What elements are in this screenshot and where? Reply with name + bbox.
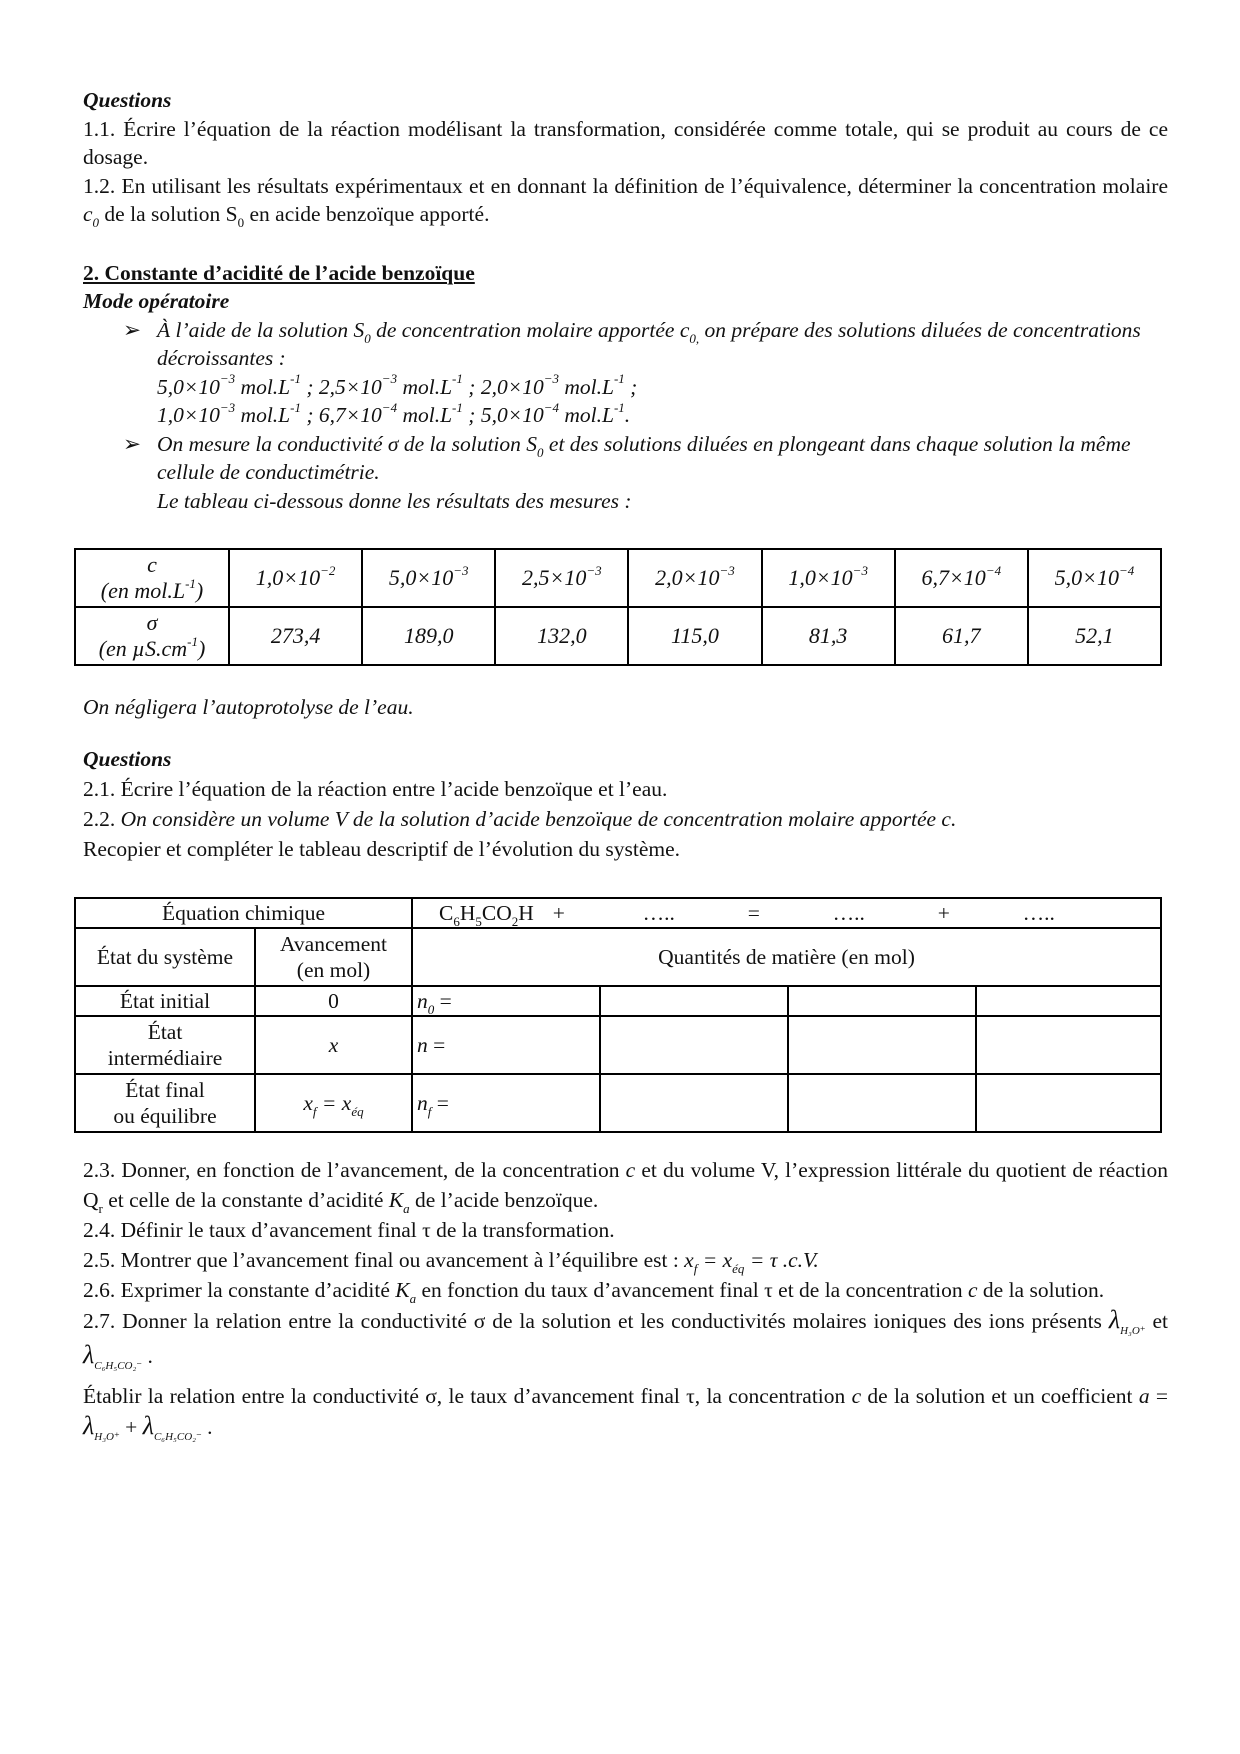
- question-1-2: 1.2. En utilisant les résultats expérimentaux et en donnant la définition de l’équivalence, déterminer la concentration molaire $c_0$ de la solution $S_0$ en acide benzoïque apporté.: [83, 173, 1168, 231]
- question-1-1: 1.1. Écrire l’équation de la réaction modélisant la transformation, considérée comme totale, qui se produit au cours de ce dosage.: [83, 116, 1168, 169]
- state-cell: État initial: [75, 986, 255, 1016]
- measurements-table: [74, 548, 1162, 666]
- arrow-bullet-icon: ➢: [123, 317, 142, 342]
- empty-cell: [600, 986, 788, 1016]
- middle-text-block: [83, 692, 1168, 864]
- conductivity-header: σ (en $\mu S.cm^{-1}$): [75, 607, 229, 665]
- header-row: [75, 928, 1161, 986]
- table-cell: $5,0\times 10^{-4}$: [1028, 549, 1161, 607]
- state-cell: État intermédiaire: [75, 1016, 255, 1074]
- quantity-cell: $n_0$ =: [412, 986, 600, 1016]
- arrow-bullet-icon: ➢: [123, 431, 142, 456]
- question-2-6: 2.6. Exprimer la constante d’acidité $K_a$ en fonction du taux d’avancement final τ et de la concentration c de la solution.: [83, 1278, 1105, 1307]
- table-cell: 273,4: [229, 607, 362, 665]
- equation-row: [75, 898, 1161, 928]
- empty-cell: [788, 1074, 976, 1132]
- table-cell: $2,5\times 10^{-3}$: [495, 549, 628, 607]
- final-state-row: [75, 1074, 1161, 1132]
- advancement-cell: 0: [255, 986, 412, 1016]
- empty-cell: [788, 1016, 976, 1074]
- table-cell: $2,0\times 10^{-3}$: [628, 549, 761, 607]
- evolution-table: [74, 897, 1162, 1133]
- top-text-block: [83, 86, 1168, 515]
- table-cell: $6,7\times 10^{-4}$: [895, 549, 1028, 607]
- table-cell: 189,0: [362, 607, 495, 665]
- quantity-cell: $n_f$ =: [412, 1074, 600, 1132]
- intermediate-state-row: [75, 1016, 1161, 1074]
- table-cell: 132,0: [495, 607, 628, 665]
- conductivity-row: [75, 607, 1161, 665]
- equation-formula: $C_6H_5CO_2H$ + ….. = ….. + …..: [412, 898, 1161, 928]
- concentration-header: c (en $mol.L^{-1}$): [75, 549, 229, 607]
- table-intro: Le tableau ci-dessous donne les résultats des mesures :: [157, 488, 632, 513]
- table-cell: $1,0\times 10^{-3}$: [762, 549, 895, 607]
- empty-cell: [976, 1074, 1161, 1132]
- mode-operatoire-heading: Mode opératoire: [83, 289, 230, 313]
- questions-heading-1: Questions: [83, 88, 172, 112]
- question-2-1: 2.1. Écrire l’équation de la réaction entre l’acide benzoïque et l’eau.: [83, 777, 668, 801]
- bullet-conductivity: ➢ On mesure la conductivité σ de la solution $S_0$ et des solutions diluées en plongeant dans chaque solution la même cellule de conductimétrie.: [83, 430, 1168, 487]
- concentration-row: [75, 549, 1161, 607]
- table-cell: $1,0\times 10^{-2}$: [229, 549, 362, 607]
- bottom-text-block: [83, 1155, 1168, 1446]
- equation-label: Équation chimique: [75, 898, 412, 928]
- section-2-title: 2. Constante d’acidité de l’acide benzoïque: [83, 260, 475, 285]
- questions-heading-2: Questions: [83, 747, 172, 771]
- quantities-header: Quantités de matière (en mol): [412, 928, 1161, 986]
- question-2-7-relation: Établir la relation entre la conductivité σ, le taux d’avancement final τ, la concentration c de la solution et un coefficient $a = \lambda_{H_3O^+} + \lambda_{C_6H_5CO_2^-}$ .: [83, 1384, 1168, 1443]
- empty-cell: [976, 986, 1161, 1016]
- advancement-cell: x: [255, 1016, 412, 1074]
- table-cell: 115,0: [628, 607, 761, 665]
- question-2-7: 2.7. Donner la relation entre la conductivité σ de la solution et les conductivités molaires ioniques des ions présents $\lambda_{H_3O^+}$ et $\lambda_{C_6H_5CO_2^-}$ .: [83, 1305, 1168, 1372]
- table-cell: 61,7: [895, 607, 1028, 665]
- table-cell: 52,1: [1028, 607, 1161, 665]
- empty-cell: [976, 1016, 1161, 1074]
- advancement-cell: $x_f = x_{éq}$: [255, 1074, 412, 1132]
- state-cell: État final ou équilibre: [75, 1074, 255, 1132]
- empty-cell: [600, 1074, 788, 1132]
- autoprotolysis-note: On négligera l’autoprotolyse de l’eau.: [83, 695, 414, 719]
- initial-state-row: [75, 986, 1161, 1016]
- state-header: État du système: [75, 928, 255, 986]
- concentration-list-line-1: $5,0\times 10^{-3}$ $mol.L^{-1}$ ; $2,5\times 10^{-3}$ $mol.L^{-1}$ ; $2,0\times 10^{-3}$ $mol.L^{-1}$ ;: [157, 371, 638, 399]
- question-2-2-instruction: Recopier et compléter le tableau descriptif de l’évolution du système.: [83, 837, 681, 861]
- table-cell: $5,0\times 10^{-3}$: [362, 549, 495, 607]
- empty-cell: [788, 986, 976, 1016]
- quantity-cell: n =: [412, 1016, 600, 1074]
- concentration-list-line-2: $1,0\times 10^{-3}$ $mol.L^{-1}$ ; $6,7\times 10^{-4}$ $mol.L^{-1}$ ; $5,0\times 10^{-4}$ $mol.L^{-1}$.: [157, 399, 631, 427]
- table-cell: 81,3: [762, 607, 895, 665]
- question-2-3: 2.3. Donner, en fonction de l’avancement, de la concentration c et du volume V, l’expression littérale du quotient de réaction $Q_r$ et celle de la constante d’acidité $K_a$ de l’acide benzoïque.: [83, 1158, 1168, 1217]
- empty-cell: [600, 1016, 788, 1074]
- question-2-5: 2.5. Montrer que l’avancement final ou avancement à l’équilibre est : $x_f = x_{éq} = \tau$ .c.V.: [83, 1248, 819, 1277]
- bullet-dilutions: ➢ À l’aide de la solution $S_0$ de concentration molaire apportée $c_{0,}$ on prépare des solutions diluées de concentrations décroissantes :: [83, 316, 1168, 373]
- advancement-header: Avancement (en mol): [255, 928, 412, 986]
- question-2-4: 2.4. Définir le taux d’avancement final τ de la transformation.: [83, 1218, 615, 1242]
- question-2-2: 2.2. On considère un volume V de la solution d’acide benzoïque de concentration molaire apportée c.: [83, 807, 957, 831]
